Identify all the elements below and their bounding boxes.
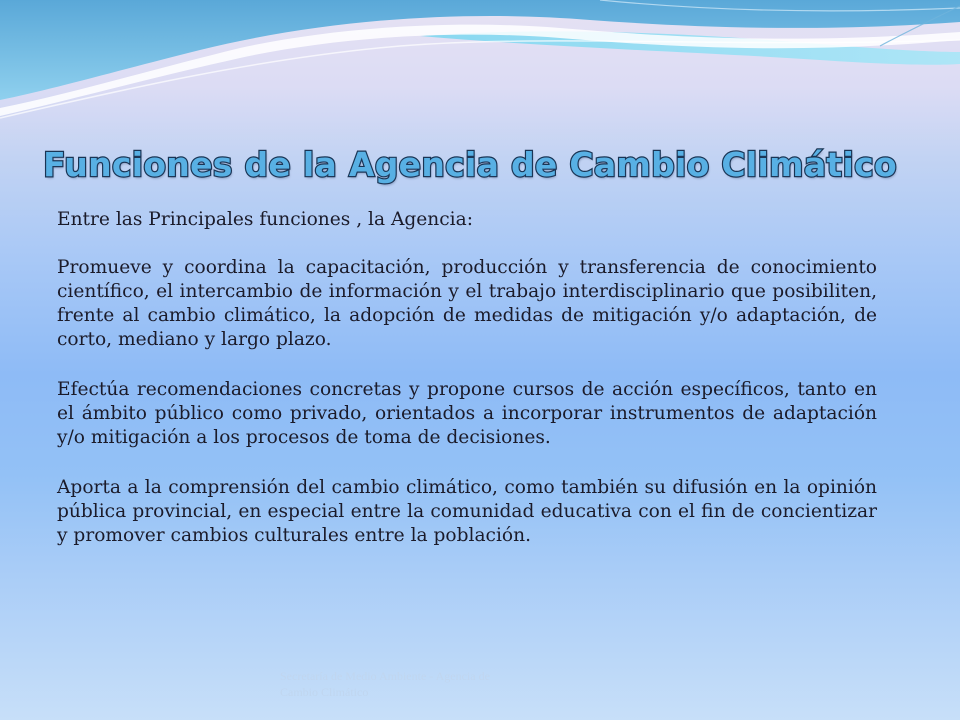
wave-band-cyan xyxy=(420,31,960,64)
paragraph-comprension: Aporta a la comprensión del cambio climático, como también su difusión en la opinión pública provincial, en especial entre la comunidad educativa con el fin de concientizar y promover cambios culturales entre la población. xyxy=(57,477,877,546)
slide-title: Funciones de la Agencia de Cambio Climático xyxy=(43,145,897,184)
intro-text: Entre las Principales funciones , la Agencia: xyxy=(57,209,473,230)
decorative-waves xyxy=(0,0,960,130)
slide-footer xyxy=(280,668,610,700)
footer-line-1: Secretaría de Medio Ambiente - Agencia de xyxy=(280,669,490,683)
footer-line-2: Cambio Climático xyxy=(280,685,369,699)
slide-body xyxy=(57,208,877,574)
paragraph-recomendaciones: Efectúa recomendaciones concretas y propone cursos de acción específicos, tanto en el ámbito público como privado, orientados a incorporar instrumentos de adaptación y/o mitigación a los procesos de toma de decisiones. xyxy=(57,379,877,448)
paragraph-capacitacion: Promueve y coordina la capacitación, producción y transferencia de conocimiento científico, el intercambio de información y el trabajo interdisciplinario que posibiliten, frente al cambio climático, la adopción de medidas de mitigación y/o adaptación, de corto, mediano y largo plazo. xyxy=(57,257,877,350)
